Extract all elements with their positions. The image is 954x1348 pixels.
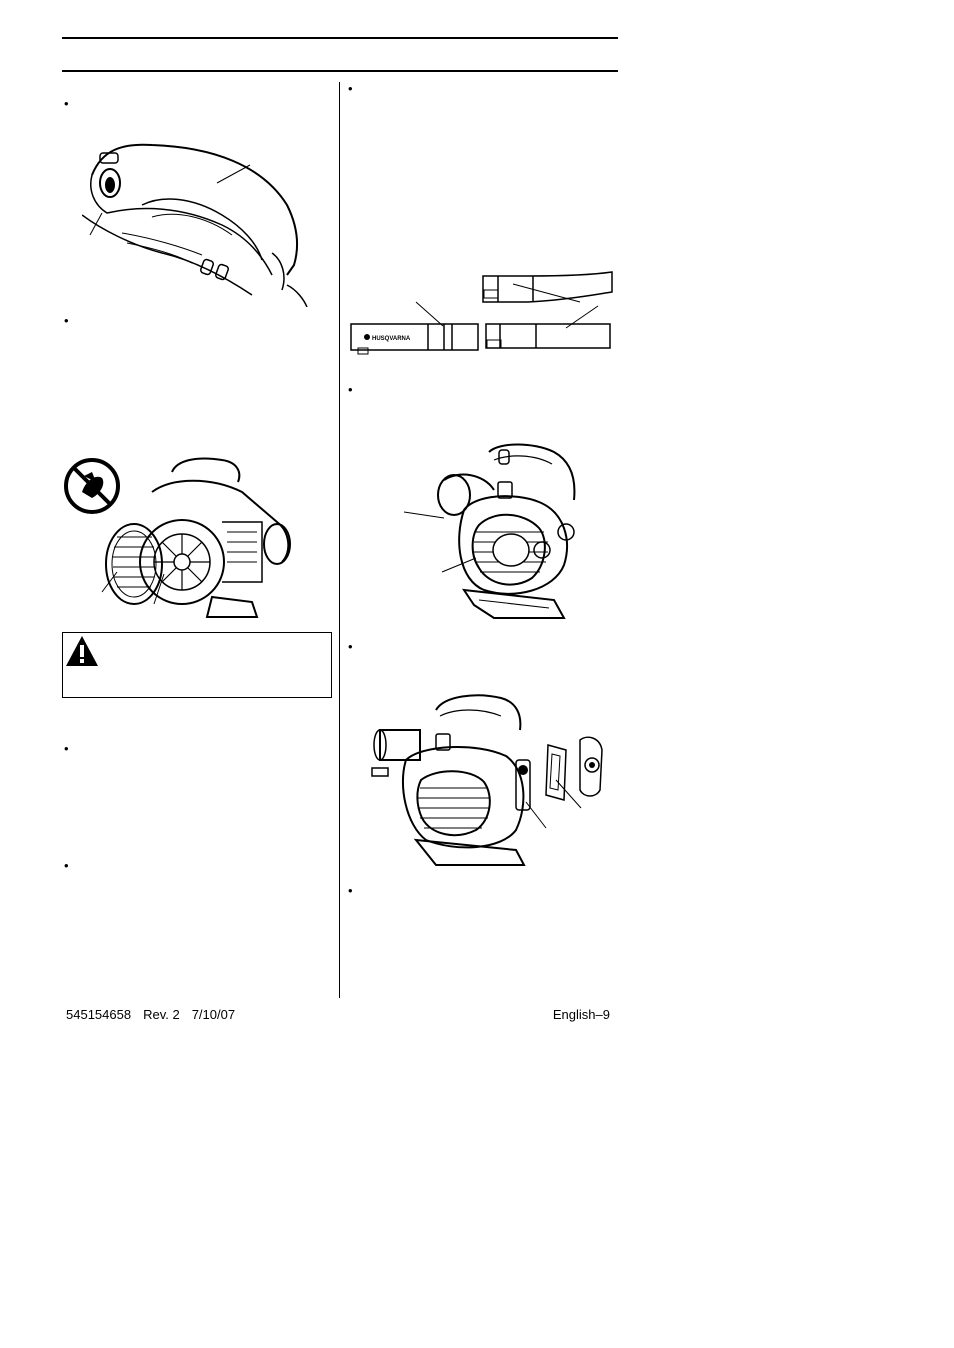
bullet: • [64,313,69,328]
revision: Rev. 2 [143,1007,180,1022]
guard-removal-figure [62,452,302,620]
bullet: • [64,96,69,111]
warning-box [62,632,332,698]
bullet: • [348,883,353,898]
bullet: • [348,639,353,654]
handle-figure [82,135,312,307]
bullet: • [64,858,69,873]
nozzle-brand-label: HUSQVARNA [372,336,411,342]
bullet: • [64,741,69,756]
blower-tubes-figure [348,270,614,360]
column-divider [339,82,340,998]
blower-front-figure [404,440,584,620]
page-number: English–9 [552,1007,610,1022]
footer-left [66,1007,247,1023]
revision-date: 7/10/07 [191,1007,236,1022]
warning-triangle-icon [65,635,99,667]
header-rule [62,70,618,72]
air-filter-figure [366,690,614,870]
bullet: • [348,81,353,96]
bullet: • [348,382,353,397]
top-rule [62,37,618,39]
part-number: 545154658 [66,1007,132,1022]
